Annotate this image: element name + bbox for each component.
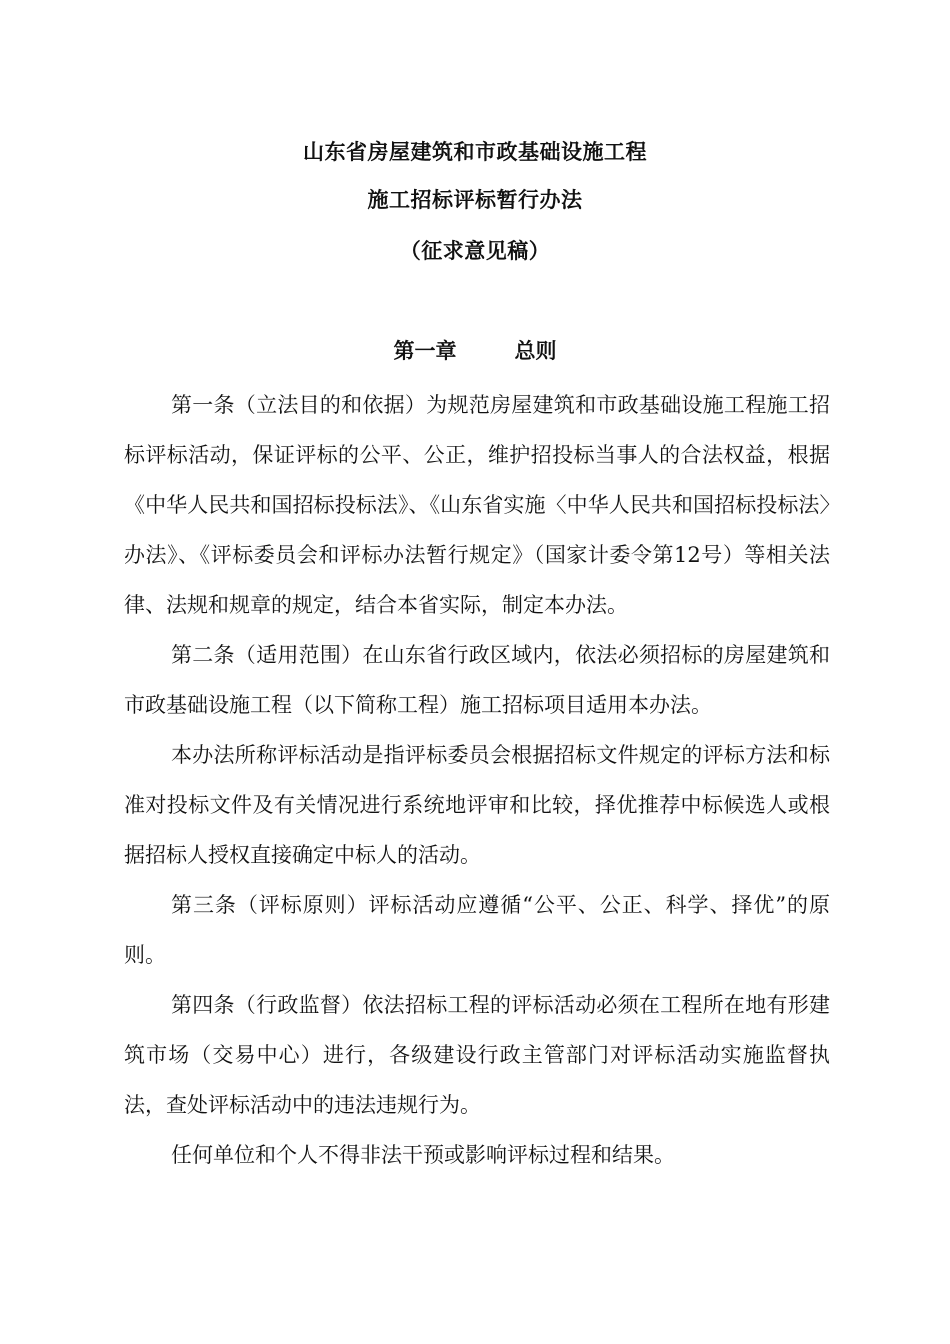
document-title-line-1: 山东省房屋建筑和市政基础设施工程 <box>303 139 647 164</box>
article-1-paragraph: 第一条（立法目的和依据）为规范房屋建筑和市政基础设施工程施工招标评标活动，保证评标的公平、公正，维护招投标当事人的合法权益，根据《中华人民共和国招标投标法》、《山东省实施〈中华人民共和国招标投标法〉办法》、《评标委员会和评标办法暂行规定》（国家计委令第12号）等相关法律、法规和规章的规定，结合本省实际，制定本办法。 <box>124 393 830 617</box>
document-title-line-2: 施工招标评标暂行办法 <box>367 187 583 212</box>
document-title-line-3: （征求意见稿） <box>399 238 551 263</box>
chapter-name: 总则 <box>514 338 557 363</box>
chapter-heading <box>0 337 950 365</box>
document-body <box>124 380 830 1180</box>
article-3-paragraph: 第三条（评标原则）评标活动应遵循“公平、公正、科学、择优”的原则。 <box>124 893 830 967</box>
article-4-supplement-paragraph: 任何单位和个人不得非法干预或影响评标过程和结果。 <box>171 1143 675 1167</box>
chapter-number: 第一章 <box>393 338 457 363</box>
article-2-definition-paragraph: 本办法所称评标活动是指评标委员会根据招标文件规定的评标方法和标准对投标文件及有关情况进行系统地评审和比较，择优推荐中标候选人或根据招标人授权直接确定中标人的活动。 <box>124 743 830 867</box>
article-2-paragraph: 第二条（适用范围）在山东省行政区域内，依法必须招标的房屋建筑和市政基础设施工程（以下简称工程）施工招标项目适用本办法。 <box>124 643 830 717</box>
article-4-paragraph: 第四条（行政监督）依法招标工程的评标活动必须在工程所在地有形建筑市场（交易中心）进行，各级建设行政主管部门对评标活动实施监督执法，查处评标活动中的违法违规行为。 <box>124 993 830 1117</box>
